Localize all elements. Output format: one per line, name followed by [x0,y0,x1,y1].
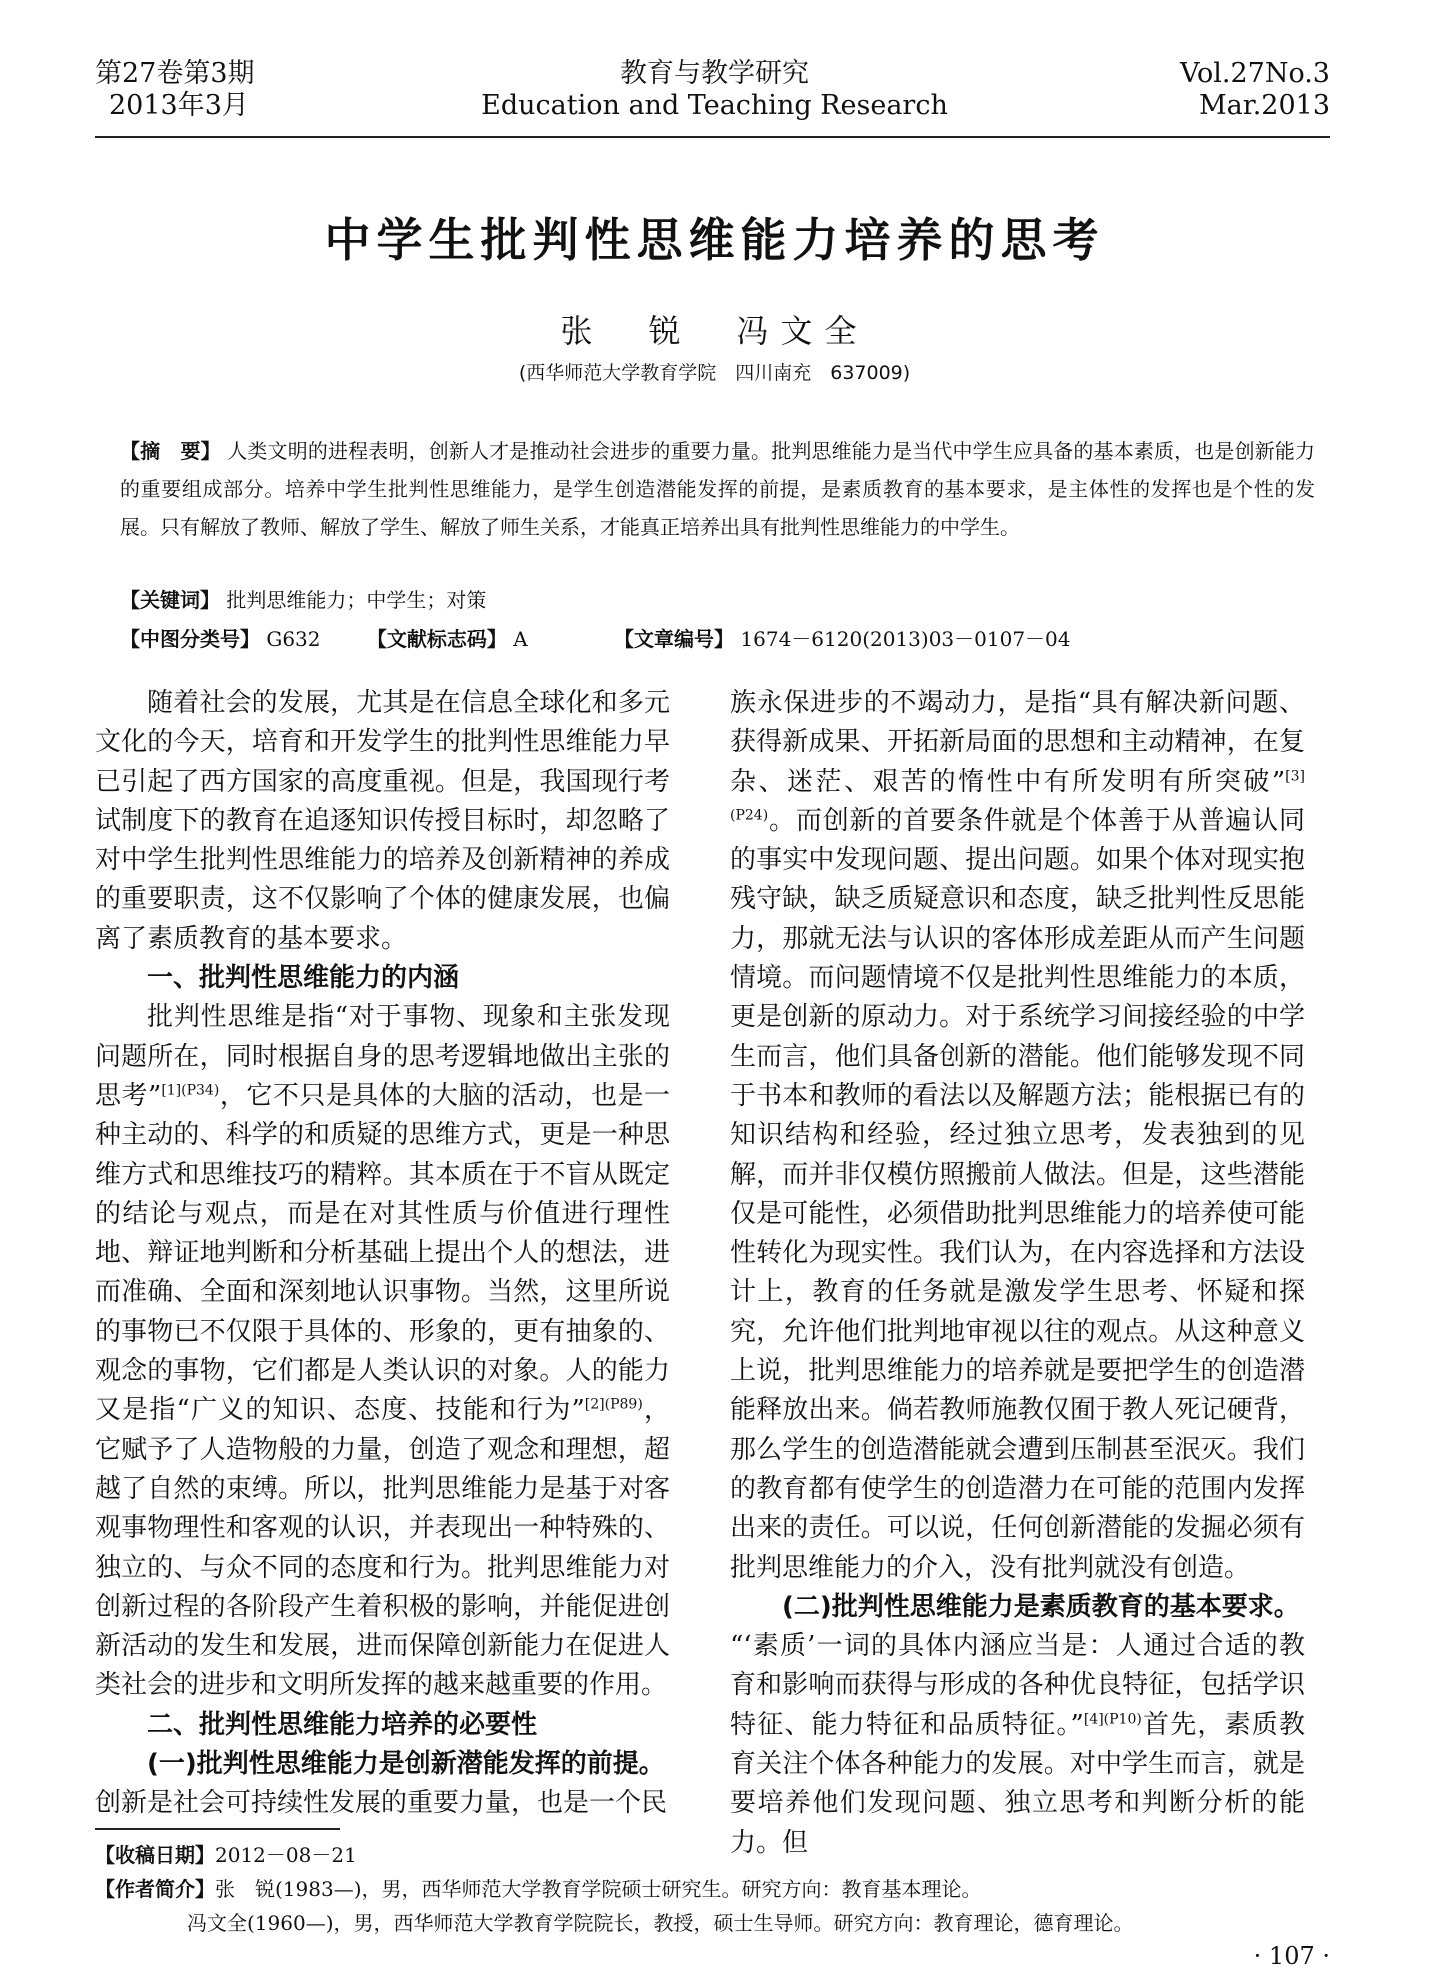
received-date [95,1840,1330,1870]
abstract [120,432,1315,546]
abstract-label: 【摘 要】 [120,439,221,463]
page-number: · 107 · [1253,1942,1330,1970]
paragraph-text: 族永保进步的不竭动力，是指“具有解决新问题、获得新成果、开拓新局面的思想和主动精神，在复杂、迷茫、艰苦的惰性中有所发明有所突破” [730,688,1305,797]
keywords-label: 【关键词】 [120,588,220,612]
paragraph-text: “‘素质’一词的具体内涵应当是：人通过合适的教育和影响而获得与形成的各种优良特征，包括学识特征、能力特征和品质特征。” [730,1631,1305,1740]
citation-ref: [1](P34) [161,1082,220,1099]
article-number-label: 【文章编号】 [614,627,735,651]
author-bio-text: 张 锐(1983—)，男，西华师范大学教育学院硕士研究生。研究方向：教育基本理论。 [215,1877,982,1901]
paragraph-innovation: 创新是社会可持续性发展的重要力量，也是一个民 [95,1788,668,1819]
keywords-text: 批判思维能力；中学生；对策 [226,588,487,612]
footnote-rule [95,1828,340,1830]
author-bio-2: 冯文全(1960—)，男，西华师范大学教育学院院长，教授，硕士生导师。研究方向：教育理论，德育理论。 [187,1911,1134,1935]
author-bio-1 [95,1874,1330,1904]
paragraph-innovation-cont [730,684,1305,1588]
volume-issue-en: Vol.27No.3 [1179,58,1330,89]
keywords [120,581,486,619]
clc-label: 【中图分类号】 [120,627,260,651]
header-rule [95,136,1330,138]
classification-row [120,620,1315,658]
paragraph-text: ，它赋予了人造物般的力量，创造了观念和理想，超越了自然的束缚。所以，批判思维能力是基于对客观事物理性和客观的认识，并表现出一种特殊的、独立的、与众不同的态度和行为。批判思维能力对创新过程的各阶段产生着积极的影响，并能促进创新活动的发生和发展，进而保障创新能力在促进人类社会的进步和文明所发挥的越来越重要的作用。 [95,1395,670,1701]
paragraph-definition [95,998,670,1705]
subsection-heading-2 [730,1588,1305,1627]
issue-date: 2013年3月 [109,90,249,121]
volume-issue: 第27卷第3期 [95,58,255,89]
paragraph-text: ，它不只是具体的大脑的活动，也是一种主动的、科学的和质疑的思维方式，更是一种思维方式和思维技巧的精粹。其本质在于不盲从既定的结论与观点，而是在对其性质与价值进行理性地、辩证地判断和分析基础上提出个人的想法，进而准确、全面和深刻地认识事物。当然，这里所说的事物已不仅限于具体的、形象的，更有抽象的、观念的事物，它们都是人类认识的对象。人的能力又是指“广义的知识、态度、技能和行为” [95,1080,670,1426]
received-label: 【收稿日期】 [95,1843,215,1867]
author-affiliation: (西华师范大学教育学院 四川南充 637009) [518,362,911,384]
journal-issue-info-en [1120,58,1330,122]
journal-name-en: Education and Teaching Research [481,90,948,121]
citation-ref: [3](P24) [730,767,1305,824]
article-number-value: 1674－6120(2013)03－0107－04 [740,627,1071,651]
subsection-title: (二)批判性思维能力是素质教育的基本要求。 [782,1591,1300,1622]
section-heading-2: 二、批判性思维能力培养的必要性 [147,1709,538,1740]
subsection-heading-1 [95,1745,670,1784]
clc-value: G632 [266,627,321,651]
doc-code-value: A [513,627,528,651]
journal-name-cn: 教育与教学研究 [620,58,809,89]
subsection-title: (一)批判性思维能力是创新潜能发挥的前提。 [147,1749,665,1780]
section-heading-1: 一、批判性思维能力的内涵 [147,963,460,994]
author-bio-label: 【作者简介】 [95,1877,215,1901]
body-column-left [95,684,670,1824]
doc-code-label: 【文献标志码】 [366,627,507,651]
issue-date-en: Mar.2013 [1199,90,1330,121]
citation-ref: [2](P89) [584,1396,643,1413]
paragraph-intro: 随着社会的发展，尤其是在信息全球化和多元文化的今天，培育和开发学生的批判性思维能力早已引起了西方国家的高度重视。但是，我国现行考试制度下的教育在追逐知识传授目标时，却忽略了对中学生批判性思维能力的培养及创新精神的养成的重要职责，这不仅影响了个体的健康发展，也偏离了素质教育的基本要求。 [95,688,670,954]
article-authors: 张 锐 冯文全 [560,312,869,350]
received-value: 2012－08－21 [215,1843,357,1867]
body-column-right [730,684,1305,1863]
abstract-text: 人类文明的进程表明，创新人才是推动社会进步的重要力量。批判思维能力是当代中学生应具备的基本素质，也是创新能力的重要组成部分。培养中学生批判性思维能力，是学生创造潜能发挥的前提，是素质教育的基本要求，是主体性的发挥也是个性的发展。只有解放了教师、解放了学生、解放了师生关系，才能真正培养出具有批判性思维能力的中学生。 [120,439,1316,539]
paragraph-quality [730,1627,1305,1863]
paragraph-text: 首先，素质教育关注个体各种能力的发展。对中学生而言，就是要培养他们发现问题、独立思考和判断分析的能力。但 [730,1709,1305,1858]
paragraph-text: 批判性思维是指“对于事物、现象和主张发现问题所在，同时根据自身的思考逻辑地做出主张的思考” [95,1002,670,1111]
citation-ref: [4](P10) [1083,1711,1142,1728]
paragraph-text: 。而创新的首要条件就是个体善于从普遍认同的事实中发现问题、提出问题。如果个体对现实抱残守缺，缺乏质疑意识和态度，缺乏批判性反思能力，那就无法与认识的客体形成差距从而产生问题情境。而问题情境不仅是批判性思维能力的本质，更是创新的原动力。对于系统学习间接经验的中学生而言，他们具备创新的潜能。他们能够发现不同于书本和教师的看法以及解题方法；能根据已有的知识结构和经验，经过独立思考，发表独到的见解，而并非仅模仿照搬前人做法。但是，这些潜能仅是可能性，必须借助批判思维能力的培养使可能性转化为现实性。我们认为，在内容选择和方法设计上，教育的任务就是激发学生思考、怀疑和探究，允许他们批判地审视以往的观点。从这种意义上说，批判思维能力的培养就是要把学生的创造潜能释放出来。倘若教师施教仅囿于教人死记硬背，那么学生的创造潜能就会遭到压制甚至泯灭。我们的教育都有使学生的创造潜力在可能的范围内发挥出来的责任。可以说，任何创新潜能的发掘必须有批判思维能力的介入，没有批判就没有创造。 [730,805,1305,1583]
article-title: 中学生批判性思维能力培养的思考 [324,213,1105,267]
